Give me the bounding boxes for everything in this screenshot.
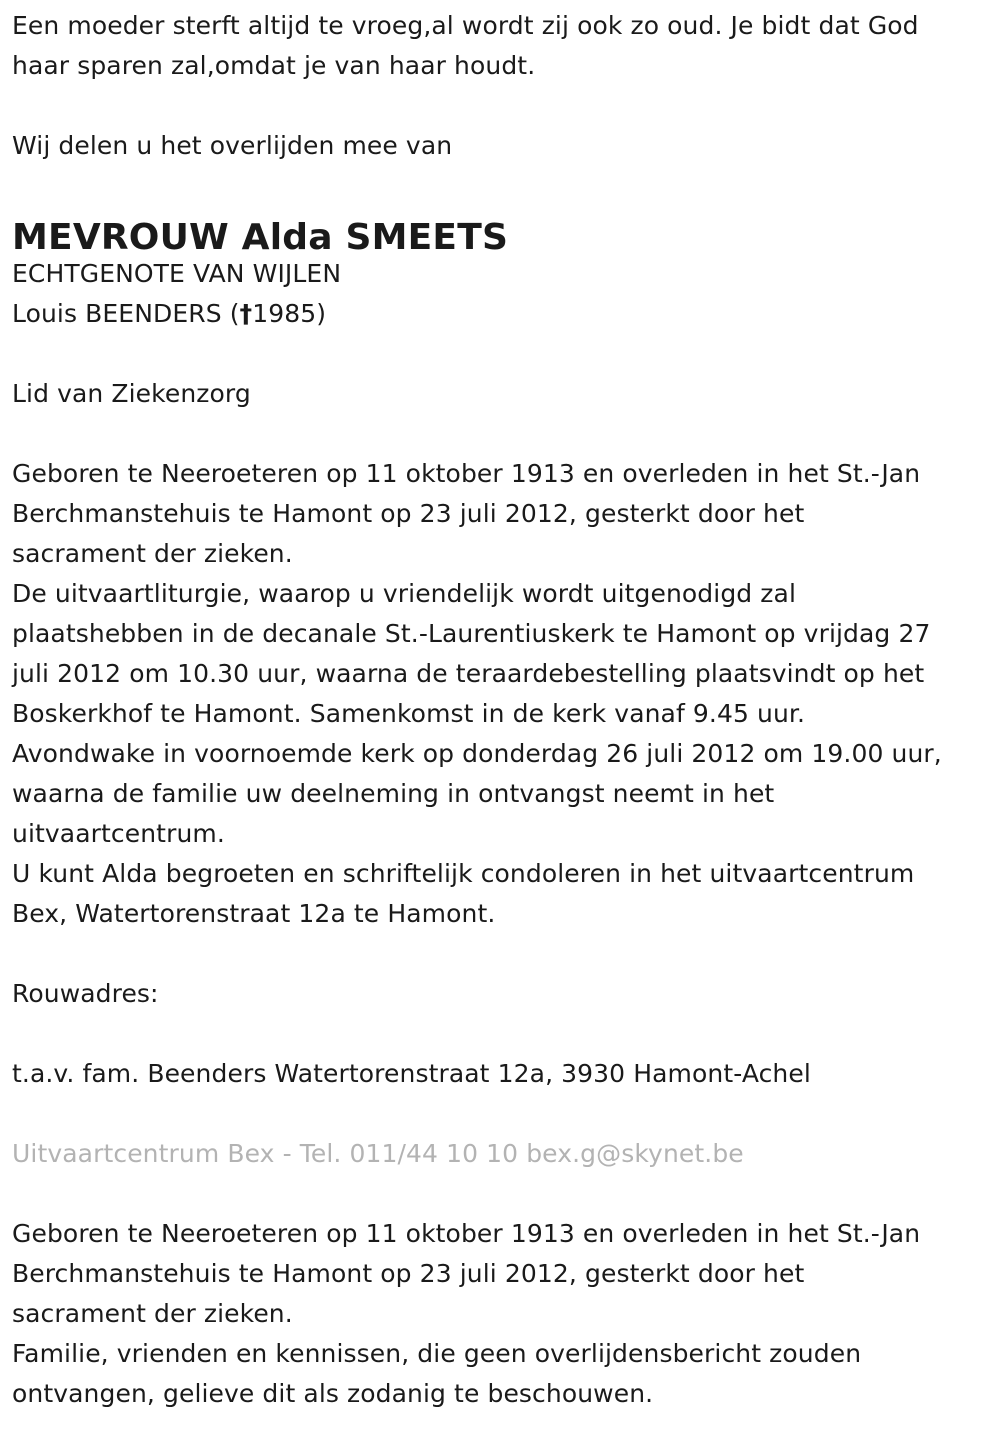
address-label: Rouwadres: — [12, 979, 159, 1008]
announcement-text: Wij delen u het overlijden mee van — [12, 131, 453, 160]
deceased-relation: ECHTGENOTE VAN WIJLEN — [12, 259, 342, 288]
body-line: U kunt Alda begroeten en schriftelijk condoleren in het uitvaartcentrum — [12, 859, 915, 888]
body-line: sacrament der zieken. — [12, 539, 293, 568]
body-line: Geboren te Neeroeteren op 11 oktober 1913 en overleden in het St.-Jan — [12, 459, 921, 488]
body-line: waarna de familie uw deelneming in ontvangst neemt in het — [12, 779, 775, 808]
opening-line-1: Een moeder sterft altijd te vroeg,al wordt zij ook zo oud. Je bidt dat God — [12, 11, 919, 40]
closing-line: Familie, vrienden en kennissen, die geen overlijdensbericht zouden — [12, 1339, 862, 1368]
body-line: De uitvaartliturgie, waarop u vriendelijk wordt uitgenodigd zal — [12, 579, 796, 608]
spacer — [12, 166, 988, 206]
body-paragraph — [12, 454, 988, 934]
closing-line: ontvangen, gelieve dit als zodanig te beschouwen. — [12, 1379, 654, 1408]
closing-paragraph — [12, 1214, 988, 1414]
body-line: Avondwake in voornoemde kerk op donderdag 26 juli 2012 om 19.00 uur, — [12, 739, 942, 768]
body-line: Boskerkhof te Hamont. Samenkomst in de kerk vanaf 9.45 uur. — [12, 699, 806, 728]
body-line: uitvaartcentrum. — [12, 819, 225, 848]
cross-icon: † — [239, 299, 253, 328]
spouse-name: Louis BEENDERS ( — [12, 299, 240, 328]
opening-line-2: haar sparen zal,omdat je van haar houdt. — [12, 51, 536, 80]
spacer — [12, 334, 988, 374]
spacer — [12, 1014, 988, 1054]
spacer — [12, 1174, 988, 1214]
body-line: Berchmanstehuis te Hamont op 23 juli 2012, gesterkt door het — [12, 499, 805, 528]
closing-line: Geboren te Neeroeteren op 11 oktober 1913 en overleden in het St.-Jan — [12, 1219, 921, 1248]
deceased-name: MEVROUW Alda SMEETS — [12, 217, 509, 258]
membership-text: Lid van Ziekenzorg — [12, 379, 251, 408]
spacer — [12, 1094, 988, 1134]
closing-line: Berchmanstehuis te Hamont op 23 juli 2012, gesterkt door het — [12, 1259, 805, 1288]
deceased-spouse — [12, 294, 988, 334]
body-line: Bex, Watertorenstraat 12a te Hamont. — [12, 899, 496, 928]
funeral-home-contact: Uitvaartcentrum Bex - Tel. 011/44 10 10 bex.g@skynet.be — [12, 1139, 744, 1168]
spacer — [12, 934, 988, 974]
body-line: plaatshebben in de decanale St.-Laurentiuskerk te Hamont op vrijdag 27 — [12, 619, 931, 648]
closing-line: sacrament der zieken. — [12, 1299, 293, 1328]
spacer — [12, 86, 988, 126]
address-value: t.a.v. fam. Beenders Watertorenstraat 12a, 3930 Hamont-Achel — [12, 1059, 811, 1088]
spacer — [12, 414, 988, 454]
body-line: juli 2012 om 10.30 uur, waarna de teraardebestelling plaatsvindt op het — [12, 659, 925, 688]
spouse-year: 1985) — [252, 299, 327, 328]
